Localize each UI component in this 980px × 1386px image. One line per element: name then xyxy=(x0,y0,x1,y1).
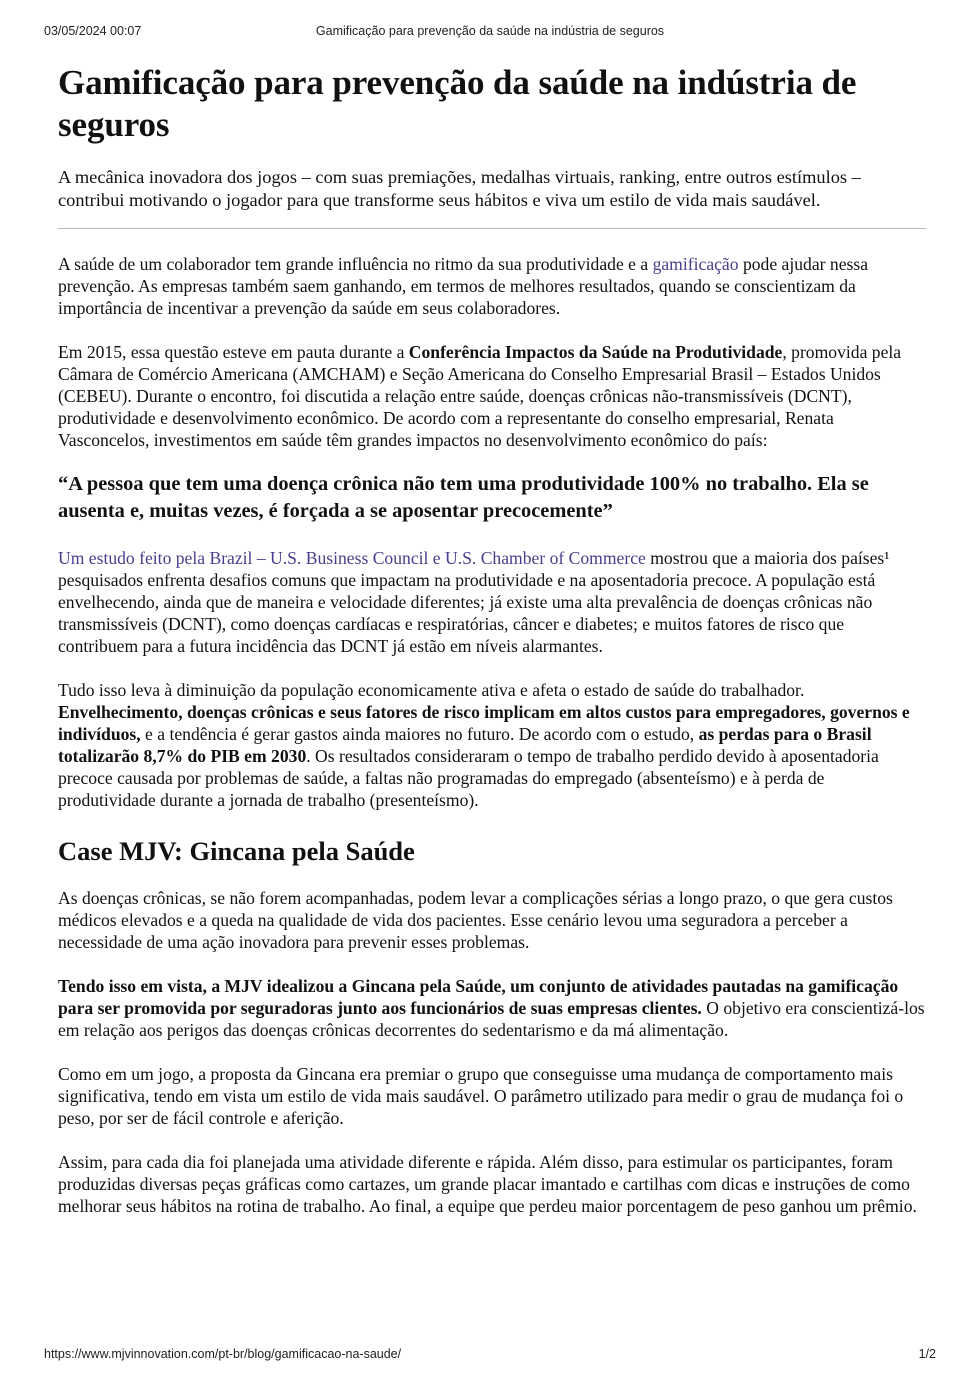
paragraph-8: Assim, para cada dia foi planejada uma atividade diferente e rápida. Além disso, para estimular os participantes, foram produzidas diversas peças gráficas como cartazes, um grande placar imantado e cartilhas com dicas e instruções de como melhorar seus hábitos na rotina de trabalho. Ao final, a equipe que perdeu maior porcentagem de peso ganhou um prêmio. xyxy=(58,1152,917,1216)
paragraph-3: Um estudo feito pela Brazil – U.S. Business Council e U.S. Chamber of Commerce mostrou que a maioria dos países¹ pesquisados enfrenta desafios comuns que impactam na produtividade e na aposentadoria precoce. A população está envelhecendo, ainda que de maneira e velocidade diferentes; já existe uma alta prevalência de doenças crônicas não transmissíveis (DCNT), como doenças cardíacas e respiratórias, câncer e diabetes; e muitos fatores de risco que contribuem para a futura incidência das DCNT já estão em níveis alarmantes. xyxy=(58,548,890,656)
print-url: https://www.mjvinnovation.com/pt-br/blog/gamificacao-na-saude/ xyxy=(44,1347,402,1361)
print-doc-title: Gamificação para prevenção da saúde na indústria de seguros xyxy=(315,24,665,38)
study-link[interactable]: Um estudo feito pela Brazil – U.S. Business Council e U.S. Chamber of Commerce xyxy=(58,548,646,568)
article xyxy=(58,56,926,1217)
print-footer xyxy=(44,1347,936,1365)
paragraph-4: Tudo isso leva à diminuição da população economicamente ativa e afeta o estado de saúde do trabalhador. Envelhecimento, doenças crônicas e seus fatores de risco implicam em altos custos para empregadores, governos e indivíduos, e a tendência é gerar gastos ainda maiores no futuro. De acordo com o estudo, as perdas para o Brasil totalizarão 8,7% do PIB em 2030. Os resultados consideraram o tempo de trabalho perdido devido à aposentadoria precoce causada por problemas de saúde, a faltas não programadas do empregado (absenteísmo) e à perda de produtividade durante a jornada de trabalho (presenteísmo). xyxy=(58,680,910,810)
paragraph-7: Como em um jogo, a proposta da Gincana era premiar o grupo que conseguisse uma mudança de comportamento mais significativa, tendo em vista um estilo de vida mais saudável. O parâmetro utilizado para medir o grau de mudança foi o peso, por ser de fácil controle e aferição. xyxy=(58,1064,904,1128)
paragraph-5: As doenças crônicas, se não forem acompanhadas, podem levar a complicações sérias a longo prazo, o que gera custos médicos elevados e a queda na qualidade de vida dos pacientes. Esse cenário levou uma seguradora a perceber a necessidade de uma ação inovadora para prevenir esses problemas. xyxy=(58,888,893,952)
page-number: 1/2 xyxy=(918,1347,936,1361)
divider xyxy=(58,228,926,229)
pull-quote: “A pessoa que tem uma doença crônica não tem uma produtividade 100% no trabalho. Ela se ausenta e, muitas vezes, é forçada a se aposentar precocemente” xyxy=(58,473,869,522)
article-title: Gamificação para prevenção da saúde na indústria de seguros xyxy=(58,63,857,144)
print-datetime: 03/05/2024 00:07 xyxy=(44,24,142,38)
paragraph-6: Tendo isso em vista, a MJV idealizou a Gincana pela Saúde, um conjunto de atividades pautadas na gamificação para ser promovida por seguradoras junto aos funcionários de suas empresas clientes. O objetivo era conscientizá-los em relação aos perigos das doenças crônicas decorrentes do sedentarismo e da má alimentação. xyxy=(58,976,925,1040)
article-lead: A mecânica inovadora dos jogos – com suas premiações, medalhas virtuais, ranking, entre outros estímulos – contribui motivando o jogador para que transforme seus hábitos e viva um estilo de vida mais saudável. xyxy=(58,167,861,210)
print-header xyxy=(44,24,936,42)
section-heading: Case MJV: Gincana pela Saúde xyxy=(58,836,415,866)
conference-name: Conferência Impactos da Saúde na Produtividade xyxy=(408,342,783,362)
gamificacao-link[interactable]: gamificação xyxy=(652,254,739,274)
paragraph-1: A saúde de um colaborador tem grande influência no ritmo da sua produtividade e a gamificação pode ajudar nessa prevenção. As empresas também saem ganhando, em termos de melhores resultados, quando se conscientizam da importância de incentivar a prevenção da saúde em seus colaboradores. xyxy=(58,254,869,318)
paragraph-2: Em 2015, essa questão esteve em pauta durante a Conferência Impactos da Saúde na Produtividade, promovida pela Câmara de Comércio Americana (AMCHAM) e Seção Americana do Conselho Empresarial Brasil – Estados Unidos (CEBEU). Durante o encontro, foi discutida a relação entre saúde, doenças crônicas não-transmissíveis (DCNT), produtividade e desenvolvimento econômico. De acordo com a representante do conselho empresarial, Renata Vasconcelos, investimentos em saúde têm grandes impactos no desenvolvimento econômico do país: xyxy=(58,342,902,450)
